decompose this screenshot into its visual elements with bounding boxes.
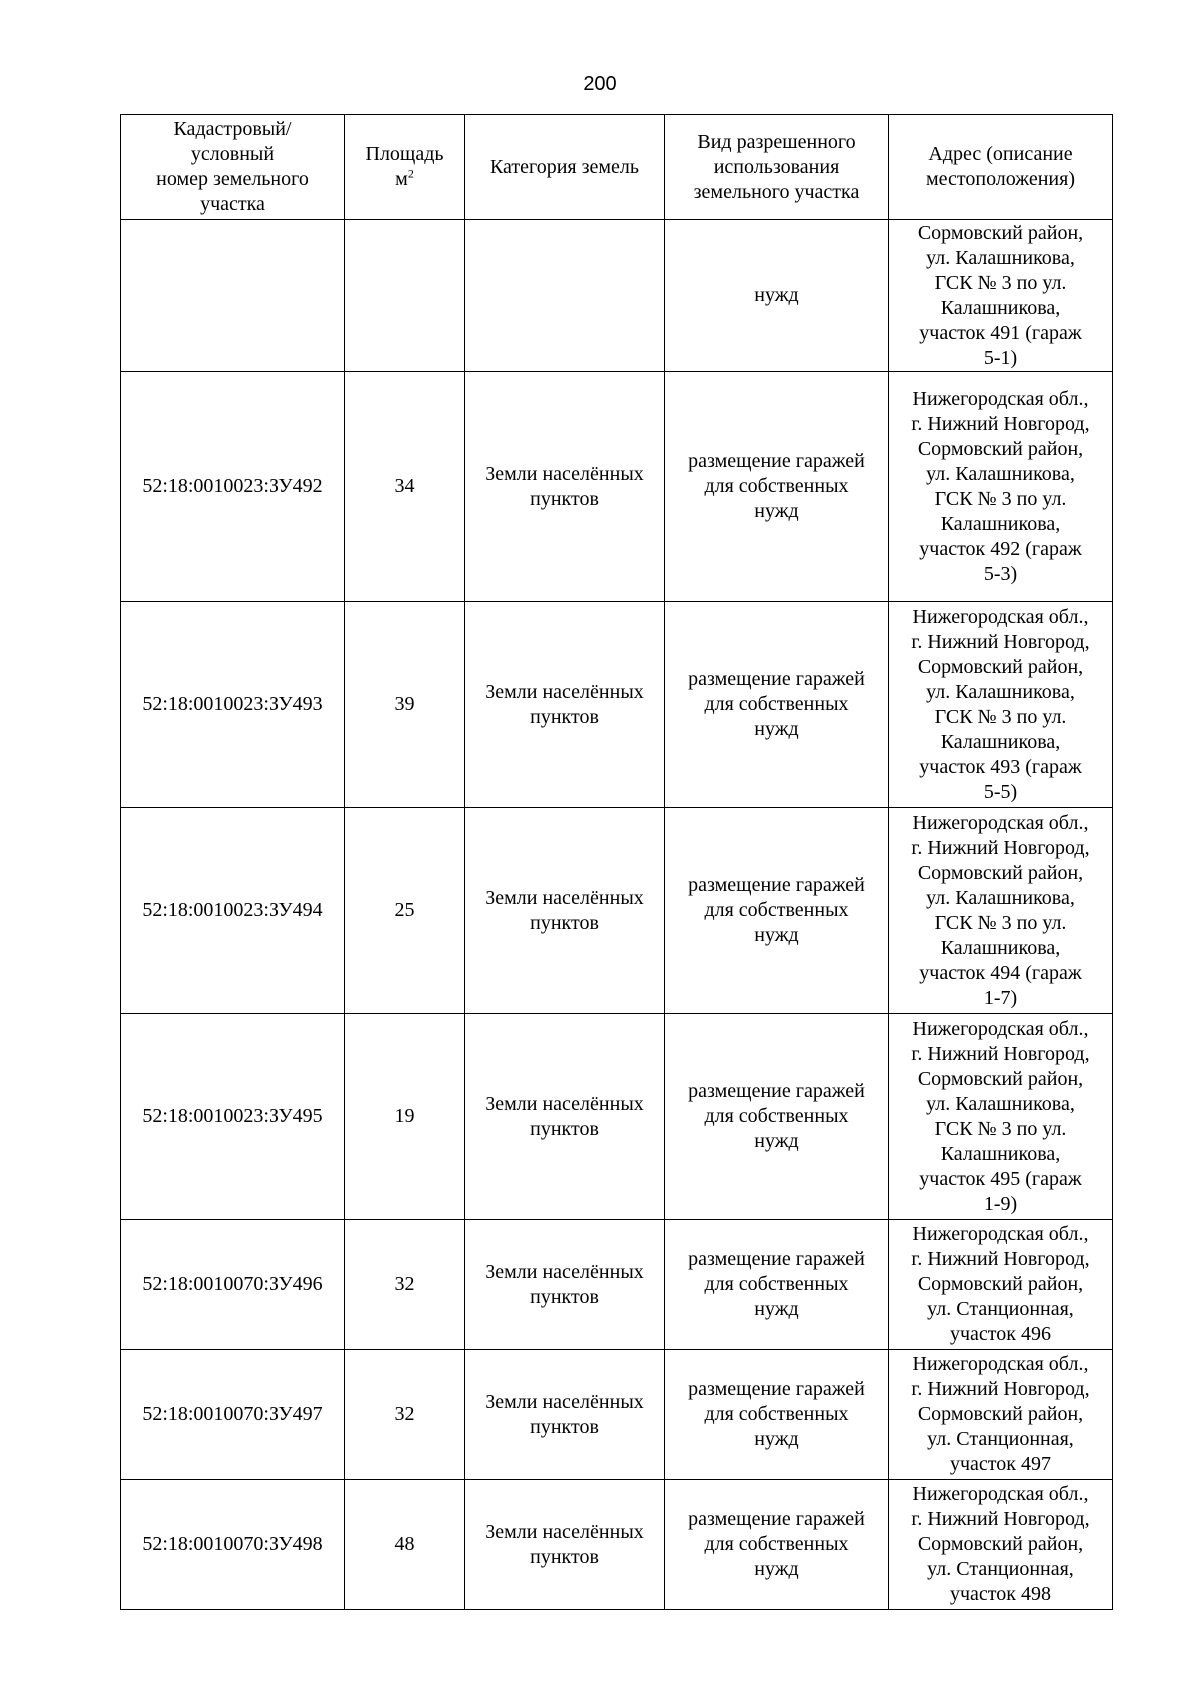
cell-permitted-use-line: нужд bbox=[754, 500, 799, 522]
cell-address-line: ул. Станционная, bbox=[927, 1558, 1074, 1580]
cell-permitted-use bbox=[665, 808, 889, 1014]
cell-permitted-use-line: нужд bbox=[754, 1298, 799, 1320]
cell-address-line: 5-5) bbox=[983, 780, 1018, 803]
cell-address-line: Калашникова, bbox=[940, 730, 1061, 753]
cell-land-category-line: Земли населённых bbox=[485, 462, 644, 485]
cell-cadastral-number: 52:18:0010023:ЗУ493 bbox=[121, 602, 345, 808]
cell-address-line: 5-3) bbox=[983, 562, 1018, 585]
cell-address-line: Сормовский район, bbox=[917, 655, 1084, 678]
cell-address-line: ул. Калашникова, bbox=[926, 462, 1075, 485]
header-unit-text: м bbox=[395, 168, 408, 190]
cell-area: 34 bbox=[345, 372, 465, 602]
cell-address-line: Сормовский район, bbox=[917, 221, 1084, 244]
table-body bbox=[121, 220, 1113, 1610]
table-row bbox=[121, 220, 1113, 372]
cell-address-line: участок 497 bbox=[949, 1453, 1051, 1475]
cell-cadastral-number: 52:18:0010023:ЗУ494 bbox=[121, 808, 345, 1014]
cell-area: 19 bbox=[345, 1014, 465, 1220]
cell-address-line: Нижегородская обл., bbox=[912, 605, 1089, 628]
cell-land-category-line: Земли населённых bbox=[485, 1390, 644, 1413]
header-line: использования bbox=[713, 155, 840, 178]
cell-permitted-use-line: для собственных bbox=[704, 475, 849, 497]
header-line: условный bbox=[190, 143, 275, 165]
cell-address bbox=[889, 372, 1113, 602]
cell-area bbox=[345, 220, 465, 372]
cell-land-category bbox=[465, 1014, 665, 1220]
cell-area: 25 bbox=[345, 808, 465, 1014]
cell-area: 48 bbox=[345, 1480, 465, 1610]
cell-address-line: Калашникова, bbox=[940, 296, 1061, 319]
cell-cadastral-number: 52:18:0010070:ЗУ498 bbox=[121, 1480, 345, 1610]
cell-address-line: Нижегородская обл., bbox=[912, 1353, 1089, 1375]
header-line: участка bbox=[200, 193, 265, 215]
cell-address-line: 1-9) bbox=[983, 1192, 1018, 1215]
cell-cadastral-number: 52:18:0010070:ЗУ497 bbox=[121, 1350, 345, 1480]
cell-address-line: участок 491 (гараж bbox=[919, 321, 1082, 344]
cell-address-line: Калашникова, bbox=[940, 1142, 1061, 1165]
cell-address bbox=[889, 1014, 1113, 1220]
cell-permitted-use-line: для собственных bbox=[704, 899, 849, 921]
cell-address bbox=[889, 808, 1113, 1014]
cell-address bbox=[889, 1220, 1113, 1350]
cell-permitted-use bbox=[665, 1350, 889, 1480]
cell-permitted-use-line: нужд bbox=[754, 924, 799, 946]
cell-area: 32 bbox=[345, 1350, 465, 1480]
cell-address-line: ул. Калашникова, bbox=[926, 1092, 1075, 1115]
cell-address-line: Нижегородская обл., bbox=[912, 1017, 1089, 1040]
cell-address bbox=[889, 602, 1113, 808]
cell-land-category-line: Земли населённых bbox=[485, 1260, 644, 1283]
cell-address-line: ул. Калашникова, bbox=[926, 886, 1075, 909]
cell-area: 39 bbox=[345, 602, 465, 808]
cell-land-category-line: пунктов bbox=[530, 1415, 599, 1438]
cell-permitted-use-line: для собственных bbox=[704, 1105, 849, 1127]
cell-address-line: Нижегородская обл., bbox=[912, 1223, 1089, 1245]
cell-address-line: ГСК № 3 по ул. bbox=[934, 1117, 1067, 1140]
cell-address-line: г. Нижний Новгород, bbox=[911, 1042, 1090, 1065]
cell-land-category-line: пунктов bbox=[530, 1545, 599, 1568]
land-plots-table bbox=[120, 114, 1113, 1610]
cell-permitted-use-line: размещение гаражей bbox=[688, 1378, 865, 1400]
cell-address-line: Сормовский район, bbox=[917, 1067, 1084, 1090]
cell-land-category-line: пунктов bbox=[530, 1117, 599, 1140]
cell-permitted-use-line: для собственных bbox=[704, 1273, 849, 1295]
cell-address-line: участок 495 (гараж bbox=[919, 1167, 1082, 1190]
cell-address-line: участок 493 (гараж bbox=[919, 755, 1082, 778]
header-permitted-use bbox=[665, 115, 889, 220]
table-row bbox=[121, 1014, 1113, 1220]
cell-permitted-use-line: нужд bbox=[754, 1428, 799, 1450]
table-header-row bbox=[121, 115, 1113, 220]
table-row bbox=[121, 1220, 1113, 1350]
cell-address-line: участок 494 (гараж bbox=[919, 961, 1082, 984]
cell-permitted-use-line: размещение гаражей bbox=[688, 1508, 865, 1530]
cell-land-category-line: Земли населённых bbox=[485, 1092, 644, 1115]
header-land-category bbox=[465, 115, 665, 220]
cell-land-category-line: пунктов bbox=[530, 705, 599, 728]
cell-address-line: Нижегородская обл., bbox=[912, 811, 1089, 834]
cell-address-line: 5-1) bbox=[983, 346, 1018, 369]
cell-address-line: Нижегородская обл., bbox=[912, 387, 1089, 410]
cell-land-category-line: Земли населённых bbox=[485, 680, 644, 703]
header-line: Категория земель bbox=[489, 155, 640, 178]
cell-address-line: участок 498 bbox=[949, 1583, 1051, 1605]
cell-address-line: ГСК № 3 по ул. bbox=[934, 705, 1067, 728]
cell-permitted-use-line: нужд bbox=[754, 1558, 799, 1580]
cell-permitted-use bbox=[665, 220, 889, 372]
cell-land-category bbox=[465, 220, 665, 372]
cell-address-line: Калашникова, bbox=[940, 936, 1061, 959]
table-row bbox=[121, 1480, 1113, 1610]
cell-address-line: ул. Станционная, bbox=[927, 1298, 1074, 1320]
cell-land-category bbox=[465, 808, 665, 1014]
header-line: Кадастровый/ bbox=[173, 118, 292, 140]
cell-address-line: Сормовский район, bbox=[917, 1403, 1084, 1425]
header-address bbox=[889, 115, 1113, 220]
cell-permitted-use-line: для собственных bbox=[704, 1403, 849, 1425]
cell-land-category-line: пунктов bbox=[530, 911, 599, 934]
cell-permitted-use bbox=[665, 1014, 889, 1220]
table-row bbox=[121, 372, 1113, 602]
cell-address-line: ГСК № 3 по ул. bbox=[934, 911, 1067, 934]
cell-address-line: Сормовский район, bbox=[917, 1533, 1084, 1555]
header-cadastral-number bbox=[121, 115, 345, 220]
cell-permitted-use-line: размещение гаражей bbox=[688, 668, 865, 690]
cell-address-line: ул. Станционная, bbox=[927, 1428, 1074, 1450]
cell-permitted-use-line: нужд bbox=[754, 284, 799, 306]
cell-address-line: г. Нижний Новгород, bbox=[911, 1248, 1090, 1270]
table-row bbox=[121, 808, 1113, 1014]
table-row bbox=[121, 1350, 1113, 1480]
cell-address-line: участок 496 bbox=[949, 1323, 1051, 1345]
cell-permitted-use-line: размещение гаражей bbox=[688, 1248, 865, 1270]
table-row bbox=[121, 602, 1113, 808]
cell-land-category bbox=[465, 602, 665, 808]
cell-address-line: г. Нижний Новгород, bbox=[911, 630, 1090, 653]
cell-permitted-use-line: для собственных bbox=[704, 1533, 849, 1555]
cell-address bbox=[889, 1350, 1113, 1480]
cell-permitted-use bbox=[665, 372, 889, 602]
cell-cadastral-number: 52:18:0010023:ЗУ492 bbox=[121, 372, 345, 602]
header-line: Адрес (описание bbox=[928, 143, 1073, 165]
cell-address-line: 1-7) bbox=[983, 986, 1018, 1009]
header-line: земельного участка bbox=[693, 180, 860, 203]
cell-land-category-line: Земли населённых bbox=[485, 886, 644, 909]
cell-land-category bbox=[465, 372, 665, 602]
cell-address-line: Сормовский район, bbox=[917, 861, 1084, 884]
cell-cadastral-number bbox=[121, 220, 345, 372]
cell-address-line: Сормовский район, bbox=[917, 437, 1084, 460]
cell-address-line: ул. Калашникова, bbox=[926, 246, 1075, 269]
cell-land-category bbox=[465, 1220, 665, 1350]
header-line: номер земельного bbox=[156, 168, 309, 190]
cell-address bbox=[889, 220, 1113, 372]
cell-address-line: г. Нижний Новгород, bbox=[911, 836, 1090, 859]
header-area bbox=[345, 115, 465, 220]
cell-cadastral-number: 52:18:0010070:ЗУ496 bbox=[121, 1220, 345, 1350]
cell-address-line: г. Нижний Новгород, bbox=[911, 412, 1090, 435]
page-number: 200 bbox=[583, 73, 617, 95]
cell-address-line: Нижегородская обл., bbox=[912, 1483, 1089, 1505]
header-line: Вид разрешенного bbox=[697, 130, 856, 153]
cell-address-line: г. Нижний Новгород, bbox=[911, 1508, 1090, 1530]
header-line: Площадь bbox=[365, 143, 444, 165]
cell-permitted-use-line: нужд bbox=[754, 718, 799, 740]
cell-address-line: ГСК № 3 по ул. bbox=[934, 271, 1067, 294]
cell-address bbox=[889, 1480, 1113, 1610]
cell-land-category bbox=[465, 1480, 665, 1610]
cell-permitted-use bbox=[665, 1480, 889, 1610]
cell-permitted-use-line: нужд bbox=[754, 1130, 799, 1152]
cell-address-line: участок 492 (гараж bbox=[919, 537, 1082, 560]
cell-permitted-use-line: размещение гаражей bbox=[688, 874, 865, 896]
cell-address-line: Сормовский район, bbox=[917, 1273, 1084, 1295]
cell-address-line: ГСК № 3 по ул. bbox=[934, 487, 1067, 510]
cell-address-line: Калашникова, bbox=[940, 512, 1061, 535]
cell-permitted-use-line: размещение гаражей bbox=[688, 450, 865, 472]
header-unit-superscript: 2 bbox=[407, 166, 414, 181]
cell-permitted-use-line: для собственных bbox=[704, 693, 849, 715]
cell-land-category bbox=[465, 1350, 665, 1480]
header-area-unit bbox=[349, 167, 460, 192]
header-line: местоположения) bbox=[925, 168, 1075, 190]
cell-permitted-use-line: размещение гаражей bbox=[688, 1080, 865, 1102]
cell-land-category-line: Земли населённых bbox=[485, 1520, 644, 1543]
cell-address-line: ул. Калашникова, bbox=[926, 680, 1075, 703]
cell-land-category-line: пунктов bbox=[530, 1285, 599, 1308]
cell-address-line: г. Нижний Новгород, bbox=[911, 1378, 1090, 1400]
cell-cadastral-number: 52:18:0010023:ЗУ495 bbox=[121, 1014, 345, 1220]
cell-permitted-use bbox=[665, 1220, 889, 1350]
cell-area: 32 bbox=[345, 1220, 465, 1350]
cell-land-category-line: пунктов bbox=[530, 487, 599, 510]
cell-permitted-use bbox=[665, 602, 889, 808]
